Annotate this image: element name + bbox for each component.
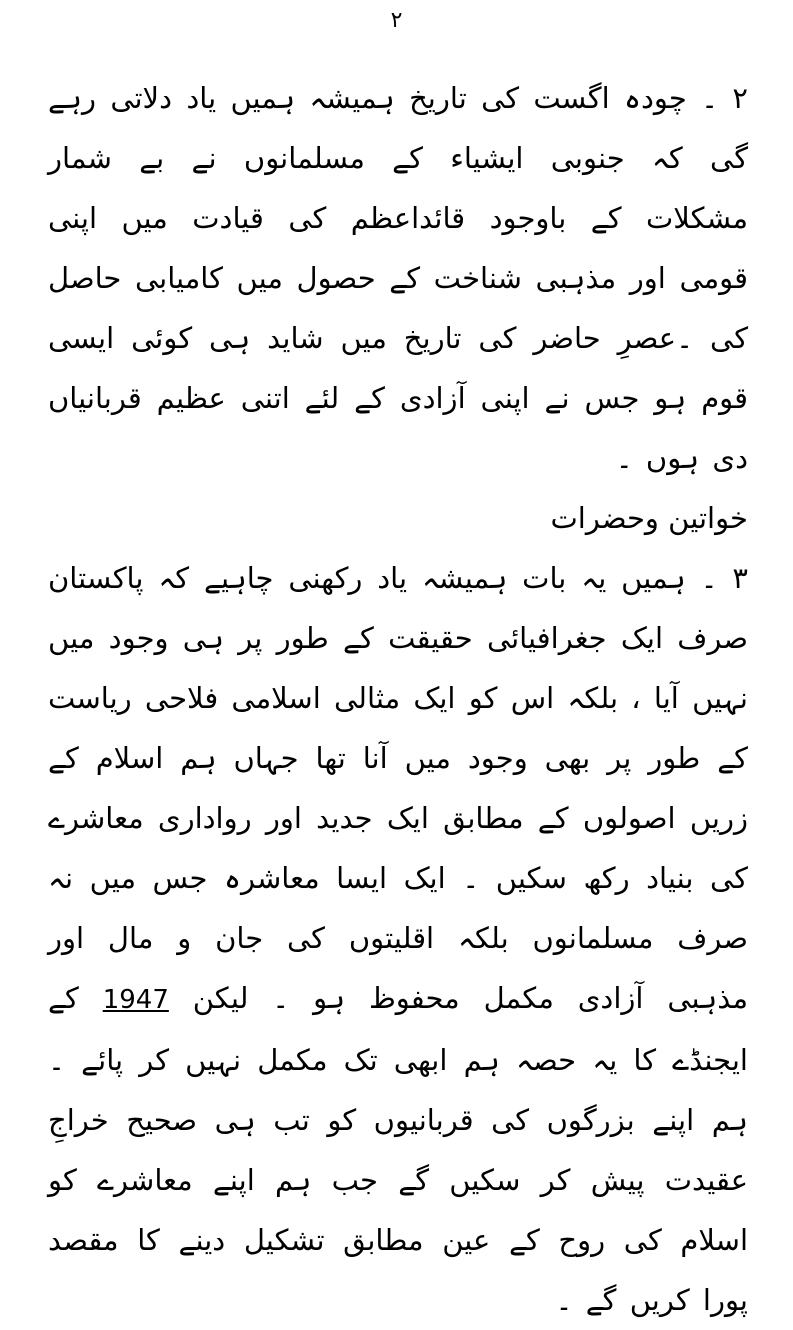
paragraph-1: ۲ ۔ چودہ اگست کی تاریخ ہمیشہ ہمیں یاد دلاتی رہے گی کہ جنوبی ایشیاء کے مسلمانوں نے بے شمار مشکلات کے باوجود قائداعظم کی قیادت میں اپنی قومی اور مذہبی شناخت کے حصول میں کامیابی حاصل کی ۔عصرِ حاضر کی تاریخ میں شاید ہی کوئی ایسی قوم ہو جس نے اپنی آزادی کے لئے اتنی عظیم قربانیاں دی ہوں ۔ — [48, 81, 748, 475]
document-body — [48, 68, 748, 1330]
page-number: ۲ — [390, 8, 403, 33]
paragraph-2-part-1: ۳ ۔ ہمیں یہ بات ہمیشہ یاد رکھنی چاہیے کہ پاکستان صرف ایک جغرافیائی حقیقت کے طور پر ہی وجود میں نہیں آیا ، بلکہ اس کو ایک مثالی اسلامی فلاحی ریاست کے طور پر بھی وجود میں آنا تھا جہاں ہم اسلام کے زریں اصولوں کے مطابق ایک جدید اور رواداری معاشرے کی بنیاد رکھ سکیں ۔ ایک ایسا معاشرہ جس میں نہ صرف مسلمانوں بلکہ اقلیتوں کی جان و مال اور مذہبی آزادی مکمل محفوظ ہو ۔ لیکن — [48, 561, 749, 1015]
year-1947: 1947 — [102, 985, 169, 1015]
salutation-heading: خواتین وحضرات — [550, 501, 748, 535]
paragraph-2-part-2: کے ایجنڈے کا یہ حصہ ہم ابھی تک مکمل نہیں کر پائے ۔ ہم اپنے بزرگوں کی قربانیوں کو تب ہی صحیح خراجِ عقیدت پیش کر سکیں گے جب ہم اپنے معاشرے کو اسلام کی روح کے عین مطابق تشکیل دینے کا مقصد پورا کریں گے ۔ — [48, 981, 748, 1317]
paragraph-2 — [48, 548, 748, 1330]
